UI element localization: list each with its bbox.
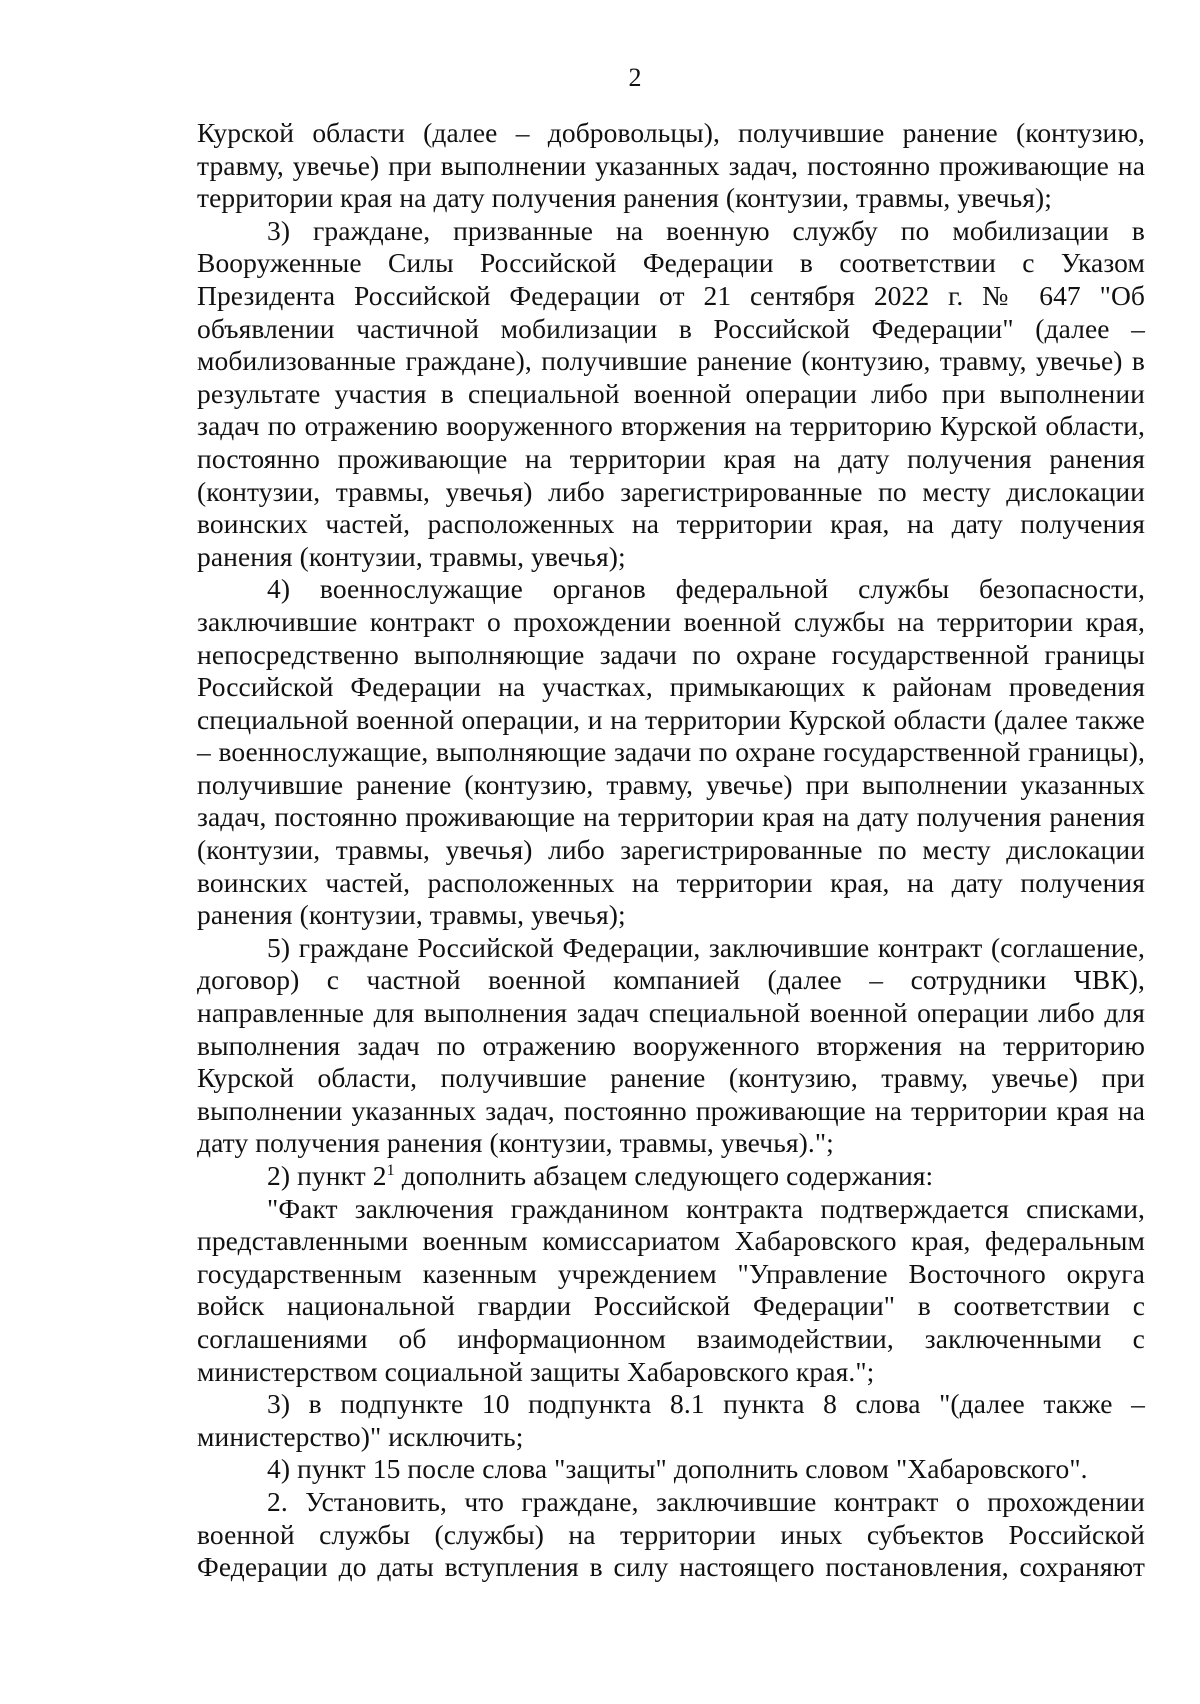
paragraph-item-4: 4) военнослужащие органов федеральной службы безопасности, заключившие контракт о прохождении военной службы на территории края, непосредственно выполняющие задачи по охране государственной границы Российской Федерации на участках, примыкающих к районам проведения специальной военной операции, и на территории Курской области (далее также – военнослужащие, выполняющие задачи по охране государственной границы), получившие ранение (контузию, травму, увечье) при выполнении указанных задач, постоянно проживающие на территории края на дату получения ранения (контузии, травмы, увечья) либо зарегистрированные по месту дислокации воинских частей, расположенных на территории края, на дату получения ранения (контузии, травмы, увечья); — [197, 573, 1145, 931]
paragraph-section-2: 2. Установить, что граждане, заключившие контракт о прохождении военной службы (службы) на территории иных субъектов Российской Федерации до даты вступления в силу настоящего постановления, сохраняют — [197, 1485, 1145, 1583]
amendment-2-text-after: дополнить абзацем следующего содержания: — [394, 1160, 934, 1191]
page-number: 2 — [628, 63, 642, 92]
amendment-2-text-before: 2) пункт 2 — [267, 1160, 387, 1191]
paragraph-amendment-2 — [197, 1160, 1145, 1193]
document-body — [197, 117, 1145, 1584]
amendment-2-superscript: 1 — [386, 1162, 395, 1179]
paragraph-continuation: Курской области (далее – добровольцы), получившие ранение (контузию, травму, увечье) при выполнении указанных задач, постоянно проживающие на территории края на дату получения ранения (контузии, травмы, увечья); — [197, 117, 1145, 214]
paragraph-amendment-4: 4) пункт 15 после слова "защиты" дополнить словом "Хабаровского". — [267, 1453, 1088, 1485]
paragraph-quoted-addition: "Факт заключения гражданином контракта подтверждается списками, представленными военным комиссариатом Хабаровского края, федеральным государственным казенным учреждением "Управление Восточного округа войск национальной гвардии Российской Федерации" в соответствии с соглашениями об информационном взаимодействии, заключенными с министерством социальной защиты Хабаровского края."; — [197, 1192, 1145, 1387]
paragraph-item-3: 3) граждане, призванные на военную службу по мобилизации в Вооруженные Силы Российской Федерации в соответствии с Указом Президента Российской Федерации от 21 сентября 2022 г. № 647 "Об объявлении частичной мобилизации в Российской Федерации" (далее – мобилизованные граждане), получившие ранение (контузию, травму, увечье) в результате участия в специальной военной операции либо при выполнении задач по отражению вооруженного вторжения на территорию Курской области, постоянно проживающие на территории края на дату получения ранения (контузии, травмы, увечья) либо зарегистрированные по месту дислокации воинских частей, расположенных на территории края, на дату получения ранения (контузии, травмы, увечья); — [197, 214, 1145, 572]
paragraph-item-5: 5) граждане Российской Федерации, заключившие контракт (соглашение, договор) с частной военной компанией (далее – сотрудники ЧВК), направленные для выполнения задач специальной военной операции либо для выполнения задач по отражению вооруженного вторжения на территорию Курской области, получившие ранение (контузию, травму, увечье) при выполнении указанных задач, постоянно проживающие на территории края на дату получения ранения (контузии, травмы, увечья)."; — [197, 931, 1145, 1159]
paragraph-amendment-3: 3) в подпункте 10 подпункта 8.1 пункта 8 слова "(далее также – министерство)" исключить; — [197, 1388, 1145, 1452]
